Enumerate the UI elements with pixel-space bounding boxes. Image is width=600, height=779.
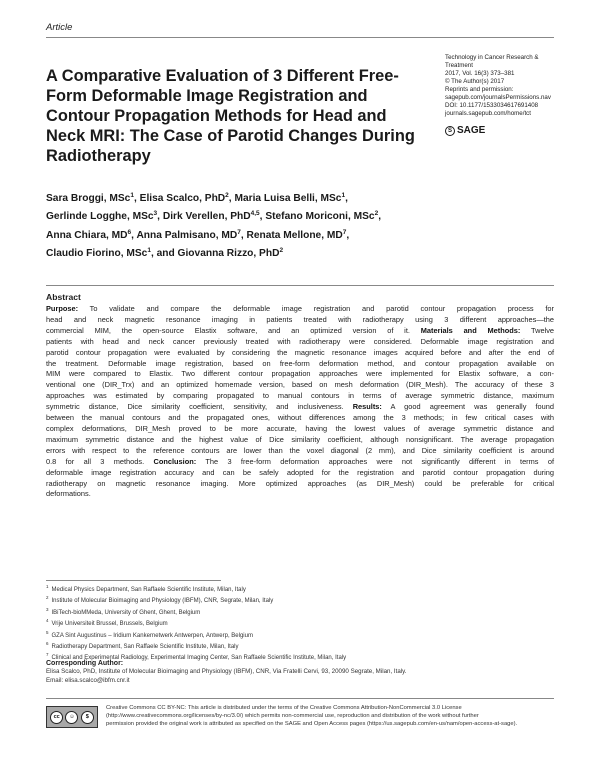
- author-name: Anna Chiara, MD: [46, 229, 128, 241]
- author-separator: ,: [228, 193, 235, 204]
- affiliation-text: Medical Physics Department, San Raffaele Scientific Institute, Milan, Italy: [51, 587, 246, 593]
- affiliation-item: [46, 583, 554, 594]
- affiliation-item: [46, 617, 554, 628]
- abstract-text: symmetric distance, Dice similarity coefficient, sensitivity, and inclusiveness.: [46, 402, 353, 412]
- abstract-text: A good agreement was generally found: [381, 402, 554, 412]
- author-affiliation-mark: 4,5: [250, 210, 260, 218]
- author-affiliation-mark: 3: [153, 210, 158, 218]
- footnote-divider: [46, 580, 221, 581]
- author-separator: ,: [157, 211, 163, 223]
- affiliation-number: 7: [46, 652, 49, 658]
- author-name: Gerlinde Logghe, MSc: [46, 211, 154, 223]
- author-name: Renata Mellone, MD: [246, 229, 343, 241]
- affiliation-item: [46, 594, 554, 605]
- abstract-line: [46, 369, 554, 380]
- corresponding-address: Elisa Scalco, PhD, Institute of Molecular Bioimaging and Physiology (IBFM), CNR, Via Fratelli Cervi, 93, 20090 Segrate, Milan, Italy.: [46, 668, 407, 676]
- journal-name: Technology in Cancer Research &: [445, 54, 539, 61]
- abstract-heading: Abstract: [46, 292, 81, 302]
- author-name: Dirk Verellen, PhD: [162, 211, 251, 223]
- author-name: Maria Luisa Belli, MSc: [234, 193, 342, 204]
- corresponding-email[interactable]: Email: elisa.scalco@ibfm.cnr.it: [46, 676, 130, 684]
- header-divider: [46, 37, 554, 38]
- author-separator: ,: [378, 211, 382, 223]
- sage-logo-text: SAGE: [457, 125, 486, 136]
- abstract-line: [46, 326, 554, 337]
- abstract-text: commercial MIM, the open-source Elastix software, and an optimized version of it.: [46, 325, 421, 335]
- journal-citation: 2017, Vol. 16(3) 373–381: [445, 70, 515, 77]
- abstract-text: deformations.: [46, 489, 91, 499]
- journal-url[interactable]: journals.sagepub.com/home/tct: [445, 110, 531, 117]
- license-line: permission provided the original work is attributed as specified on the SAGE and Open Access pages (https://us.sagepub.com/en-us/nam/open-access-at-sage).: [106, 721, 518, 728]
- abstract-line: [46, 304, 554, 315]
- abstract-section-label: Results:: [352, 402, 382, 412]
- abstract-line: [46, 457, 554, 468]
- abstract-line: [46, 402, 554, 413]
- author-affiliation-mark: 1: [130, 192, 134, 199]
- author-affiliation-mark: 2: [374, 210, 379, 218]
- author-affiliation-mark: 6: [127, 228, 132, 236]
- abstract-line: [46, 391, 554, 402]
- abstract-text: To validate and compare the deformable image registration and parotid contour propagation process for: [78, 304, 554, 313]
- affiliation-number: 1: [46, 584, 49, 589]
- affiliation-item: [46, 629, 554, 640]
- abstract-text: between the manual contours and the propagated ones, without differences among the 3 methods; in few critical cases with: [46, 413, 554, 423]
- license-text: [106, 704, 554, 729]
- abstract-text: ventional one (DIR_Trx) and an optimized homemade version, based on mesh deformation (DIR_Mesh). The accuracy of these 3: [46, 380, 554, 390]
- abstract-text: errors with respect to the reference contours are lower than the voxel diagonal (2 mm), and Dice similarity coefficient is around: [46, 445, 554, 455]
- affiliation-number: 5: [46, 629, 49, 635]
- abstract-line: [46, 413, 554, 424]
- author-name: Stefano Moriconi, MSc: [265, 211, 375, 223]
- abstract-line: [46, 359, 554, 370]
- doi[interactable]: DOI: 10.1177/1533034617691408: [445, 102, 539, 109]
- abstract-text: complex deformations, DIR_Mesh proved to be more accurate, having the lowest values of average symmetric distance and: [46, 423, 554, 433]
- attribution-icon: ☺: [65, 711, 78, 724]
- affiliation-number: 2: [46, 595, 49, 601]
- abstract-text: approaches was estimated by comparing propagated to manual contours in terms of average symmetric distance, maximum: [46, 391, 554, 401]
- author-name: Claudio Fiorino, MSc: [46, 248, 148, 260]
- abstract-text: parotid contour propagation were evaluated by considering the magnetic resonance images acquired before and after the end of: [46, 347, 554, 357]
- author-name: Anna Palmisano, MD: [136, 229, 238, 241]
- abstract-text: MIM were compared to Elastix. Two different contour propagation approaches were implemented for Elastix software, a con-: [46, 369, 554, 379]
- cc-license-badge[interactable]: [46, 706, 98, 728]
- license-line: (http://www.creativecommons.org/licenses/by-nc/3.0/) which permits non-commercial use, reproduction and distribution of the work without further: [106, 713, 479, 720]
- corresponding-author: [46, 660, 554, 685]
- abstract-body: [46, 304, 554, 500]
- author-separator: ,: [346, 229, 350, 241]
- license-divider: [46, 698, 554, 699]
- abstract-text: The 3 free-form deformation approaches were not significantly different in terms of: [196, 456, 554, 466]
- affiliation-number: 3: [46, 606, 49, 612]
- journal-info: [445, 54, 565, 118]
- abstract-line: [46, 435, 554, 446]
- abstract-line: [46, 337, 554, 348]
- abstract-line: [46, 380, 554, 391]
- abstract-text: patients with head and neck cancer previously treated with radiotherapy were considered. Deformable image registration and: [46, 336, 554, 346]
- article-type-label: Article: [46, 22, 73, 33]
- author-separator: ,: [131, 229, 137, 241]
- corresponding-heading: Corresponding Author:: [46, 660, 124, 667]
- author-affiliation-mark: 1: [147, 247, 151, 255]
- noncommercial-icon: $: [81, 711, 94, 724]
- abstract-text: Twelve: [520, 325, 555, 335]
- abstract-line: [46, 489, 554, 500]
- author-affiliation-mark: 7: [342, 228, 347, 236]
- affiliations: [46, 583, 554, 663]
- abstract-text: the treatment. Deformable image registration, based on free-form deformation method, and contour propagation available on: [46, 358, 554, 368]
- abstract-line: [46, 315, 554, 326]
- affiliation-text: IBiTech-bioMMeda, University of Ghent, Ghent, Belgium: [51, 609, 201, 616]
- affiliation-text: Clinical and Experimental Radiology, Experimental Imaging Center, San Raffaele Scientific Institute, Milan, Italy: [51, 655, 347, 662]
- abstract-line: [46, 446, 554, 457]
- sage-circle-icon: S: [445, 126, 455, 136]
- abstract-text: head and neck magnetic resonance imaging in patients treated with radiotherapy using 3 different approaches—the: [46, 314, 554, 324]
- license-line: Creative Commons CC BY-NC: This article is distributed under the terms of the Creative Commons Attribution-NonCommercial 3.0 License: [106, 705, 462, 711]
- abstract-text: deformable image registration accuracy and can be safely adopted for the registration and parotid contour propagation during: [46, 467, 554, 477]
- affiliation-item: [46, 606, 554, 617]
- abstract-section-label: Materials and Methods:: [420, 325, 521, 335]
- author-affiliation-mark: 2: [225, 192, 229, 199]
- abstract-line: [46, 348, 554, 359]
- affiliation-number: 4: [46, 618, 49, 624]
- abstract-line: [46, 479, 554, 490]
- author-separator: ,: [240, 229, 247, 241]
- abstract-text: 0.8 for all 3 methods.: [46, 456, 154, 466]
- abstract-text: maximum symmetric distance and the highest value of Dice similarity coefficient, although nonsignificant. The average propagation: [46, 434, 554, 444]
- author-separator: ,: [133, 193, 140, 204]
- affiliation-text: Institute of Molecular Bioimaging and Physiology (IBFM), CNR, Segrate, Milan, Italy: [51, 598, 274, 605]
- affiliation-number: 6: [46, 641, 49, 647]
- article-title: A Comparative Evaluation of 3 Different Free-Form Deformable Image Registration and Contour Propagation Methods for Head and Neck MRI: The Case of Parotid Changes During Radiotherapy: [46, 67, 415, 165]
- affiliation-text: GZA Sint Augustinus – Iridium Kankernetwerk Antwerpen, Antwerp, Belgium: [51, 632, 253, 639]
- journal-name-cont: Treatment: [445, 62, 473, 69]
- abstract-divider: [46, 285, 554, 286]
- affiliation-item: [46, 640, 554, 651]
- abstract-line: [46, 424, 554, 435]
- reprints-link[interactable]: sagepub.com/journalsPermissions.nav: [445, 94, 551, 101]
- affiliation-text: Vrije Universiteit Brussel, Brussels, Belgium: [51, 621, 168, 628]
- abstract-line: [46, 468, 554, 479]
- author-list: [46, 188, 446, 262]
- journal-copyright: © The Author(s) 2017: [445, 78, 505, 85]
- author-name: Elisa Scalco, PhD: [139, 193, 226, 204]
- affiliation-text: Radiotherapy Department, San Raffaele Scientific Institute, Milan, Italy: [51, 644, 239, 651]
- author-affiliation-mark: 2: [279, 247, 284, 255]
- author-affiliation-mark: 7: [237, 228, 241, 236]
- author-separator: , and: [150, 248, 178, 260]
- abstract-text: radiotherapy on magnetic resonance imaging. More optimized approaches (as DIR_Mesh) could be preferable for critical: [46, 478, 554, 488]
- reprints-label: Reprints and permission:: [445, 86, 514, 93]
- author-separator: ,: [259, 211, 266, 223]
- author-name: Sara Broggi, MSc: [46, 193, 131, 204]
- author-name: Giovanna Rizzo, PhD: [177, 248, 280, 260]
- abstract-section-label: Conclusion:: [153, 456, 197, 466]
- cc-icon: cc: [50, 711, 63, 724]
- author-affiliation-mark: 1: [341, 192, 346, 199]
- sage-logo: [445, 125, 485, 136]
- abstract-section-label: Purpose:: [46, 304, 79, 313]
- author-separator: ,: [345, 193, 348, 204]
